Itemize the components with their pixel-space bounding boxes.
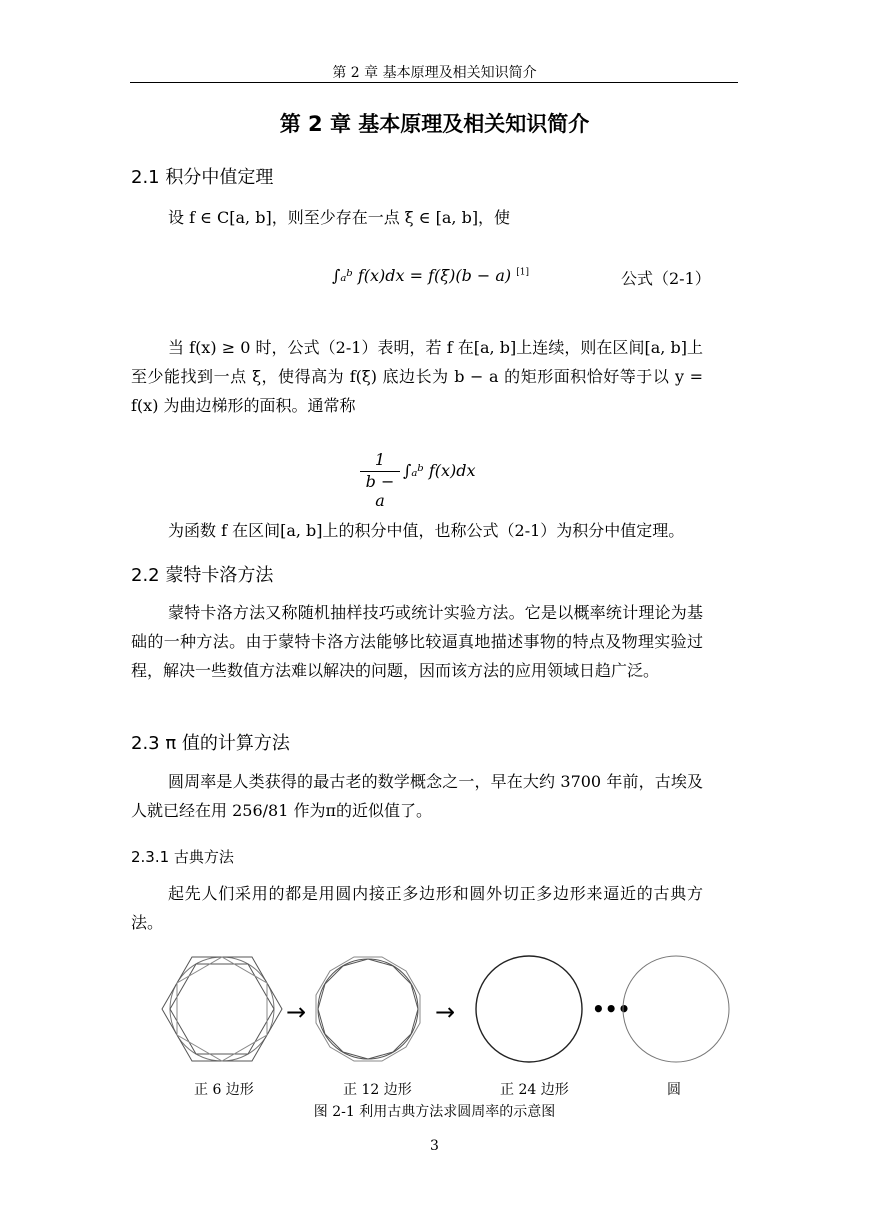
label-12-gon: 正 12 边形 — [343, 1082, 412, 1098]
mean-value-fraction — [360, 450, 400, 510]
formula-2-1-ref: [1] — [516, 267, 530, 278]
dodecagon-drawing — [316, 957, 420, 1061]
chapter-title: 第 2 章 基本原理及相关知识简介 — [279, 112, 590, 136]
formula-2-1-label: 公式（2-1） — [621, 269, 711, 288]
mean-value-denominator: b − a — [360, 471, 400, 510]
page-number: 3 — [430, 1138, 439, 1154]
formula-2-1 — [332, 266, 529, 285]
label-hexagon: 正 6 边形 — [194, 1082, 254, 1098]
ellipsis-dots: ••• — [592, 997, 631, 1021]
mean-value-numerator: 1 — [374, 450, 386, 469]
formula-2-1-body: ∫ₐᵇ f(x)dx = f(ξ)(b − a) — [332, 266, 512, 285]
label-circle: 圆 — [667, 1082, 681, 1098]
figure-caption: 图 2-1 利用古典方法求圆周率的示意图 — [313, 1104, 556, 1120]
section-2-2-paragraph: 蒙特卡洛方法又称随机抽样技巧或统计实验方法。它是以概率统计理论为基础的一种方法。由于蒙特卡洛方法能够比较逼真地描述事物的特点及物理实验过程，解决一些数值方法难以解决的问题，因而该方法的应用领域日趋广泛。 — [131, 603, 703, 680]
section-2-1-title: 2.1 积分中值定理 — [131, 167, 274, 188]
section-2-3-1-paragraph: 起先人们采用的都是用圆内接正多边形和圆外切正多边形来逼近的古典方法。 — [131, 884, 703, 932]
section-2-3-paragraph: 圆周率是人类获得的最古老的数学概念之一，早在大约 3700 年前，古埃及人就已经在用 256/81 作为π的近似值了。 — [131, 772, 703, 820]
section-2-1-conclusion: 为函数 f 在区间[a, b]上的积分中值，也称公式（2-1）为积分中值定理。 — [168, 521, 685, 540]
section-2-1-intro: 设 f ∈ C[a, b]，则至少存在一点 ξ ∈ [a, b]，使 — [168, 208, 511, 227]
running-header: 第 2 章 基本原理及相关知识简介 — [332, 65, 537, 81]
icositetragon-drawing — [476, 956, 582, 1062]
section-2-1-paragraph: 当 f(x) ≥ 0 时，公式（2-1）表明，若 f 在[a, b]上连续，则在区间[a, b]上至少能找到一点 ξ，使得高为 f(ξ) 底边长为 b − a 的矩形面积恰好等于以 y = f(x) 为曲边梯形的面积。通常称 — [131, 338, 703, 415]
mean-value-integral: ∫ₐᵇ f(x)dx — [403, 461, 476, 480]
section-2-2-title: 2.2 蒙特卡洛方法 — [131, 565, 274, 586]
figure-polygons — [160, 948, 740, 1070]
label-24-gon: 正 24 边形 — [500, 1082, 569, 1098]
circle-drawing — [623, 956, 729, 1062]
section-2-3-1-title: 2.3.1 古典方法 — [131, 848, 234, 866]
arrow-1: → — [286, 998, 307, 1026]
arrow-2: → — [435, 998, 456, 1026]
header-rule — [130, 82, 738, 83]
section-2-3-title: 2.3 π 值的计算方法 — [131, 733, 290, 754]
hexagon-drawing — [162, 957, 282, 1061]
